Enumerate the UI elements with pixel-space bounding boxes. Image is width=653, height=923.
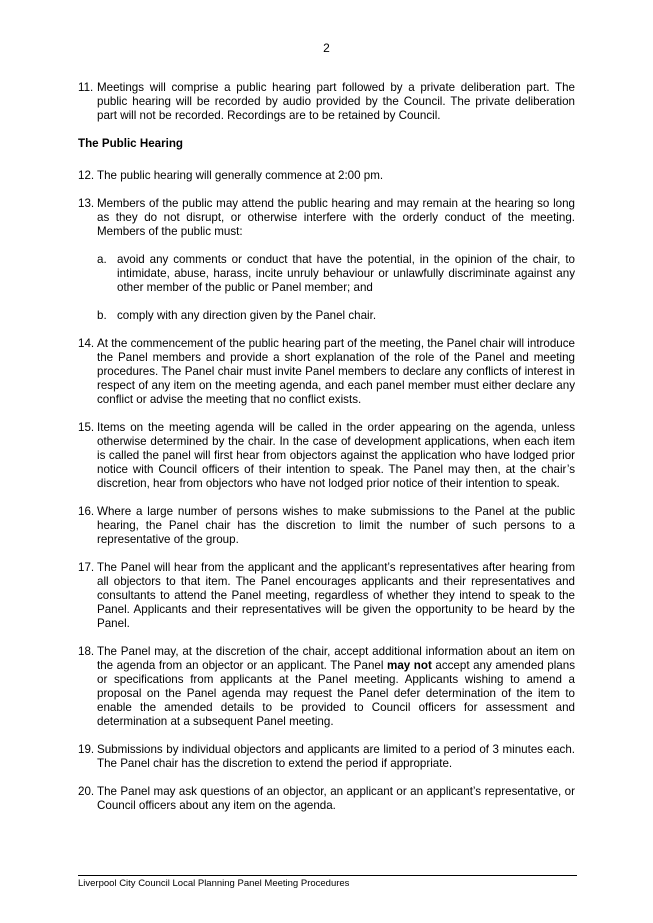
list-item [78,743,575,771]
sub-list-item [97,309,575,323]
item-number: 18. [78,645,95,658]
list-item [78,785,575,813]
item-text: The Panel will hear from the applicant and the applicant’s representatives after hearing from all objectors to that item. The Panel encourages applicants and their representatives and consultants to attend the Panel meeting, regardless of whether they intend to speak to the Panel. Applicants and their representatives will be given the opportunity to be heard by the Panel. [97,561,575,630]
item-text [97,645,575,729]
list-item [78,169,575,183]
item-number: 16. [78,505,95,518]
item-text: At the commencement of the public hearing part of the meeting, the Panel chair will introduce the Panel members and provide a short explanation of the role of the Panel and meeting procedures. The Panel chair must invite Panel members to declare any conflicts of interest in respect of any item on the meeting agenda, and each panel member must either declare any conflict or advise the meeting that no conflict exists. [97,337,575,406]
sub-item-letter: a. [97,253,107,266]
item-text: Where a large number of persons wishes to make submissions to the Panel at the public hearing, the Panel chair has the discretion to limit the number of such persons to a representative of the group. [97,505,575,546]
item-text-part: The Panel may, at the discretion of the chair, accept additional information about an item on the agenda from an objector or an applicant. The Panel [97,645,575,672]
sub-list-item [97,253,575,295]
item-text: Submissions by individual objectors and applicants are limited to a period of 3 minutes each. The Panel chair has the discretion to extend the period if appropriate. [97,743,575,770]
item-number: 13. [78,197,95,210]
footer-divider [78,875,577,876]
item-number: 12. [78,169,95,182]
list-item [78,337,575,407]
page-number: 2 [323,41,330,55]
page-content [78,81,575,827]
item-text: Meetings will comprise a public hearing part followed by a private deliberation part. The public hearing will be recorded by audio provided by the Council. The private deliberation part will not be recorded. Recordings are to be retained by Council. [97,81,575,122]
item-number: 20. [78,785,95,798]
list-item [78,561,575,631]
item-text: Items on the meeting agenda will be called in the order appearing on the agenda, unless otherwise determined by the chair. In the case of development applications, when each item is called the panel will first hear from objectors against the application who have lodged prior notice with Council officers of their intention to speak. The Panel may then, at the chair’s discretion, hear from objectors who have not lodged prior notice of their intention to speak. [97,421,575,490]
sub-item-text: avoid any comments or conduct that have the potential, in the opinion of the chair, to intimidate, abuse, harass, incite unruly behaviour or unlawfully discriminate against any other member of the public or Panel member; and [117,253,575,294]
item-text: The public hearing will generally commence at 2:00 pm. [97,169,384,182]
emphasis-text: may not [387,659,432,672]
item-text-part: accept any amended plans or specifications from applicants at the Panel meeting. Applicants wishing to amend a proposal on the Panel agenda may request the Panel defer determination of the item to enable the amended details to be provided to Council officers for assessment and determination at a subsequent Panel meeting. [97,659,575,728]
sub-item-text: comply with any direction given by the Panel chair. [117,309,377,322]
list-item [78,421,575,491]
item-number: 17. [78,561,95,574]
item-number: 11. [78,81,94,94]
item-text: The Panel may ask questions of an objector, an applicant or an applicant’s representative, or Council officers about any item on the agenda. [97,785,575,812]
item-number: 19. [78,743,95,756]
section-heading: The Public Hearing [78,137,184,150]
item-number: 14. [78,337,95,350]
list-item [78,81,575,123]
item-text: Members of the public may attend the public hearing and may remain at the hearing so long as they do not disrupt, or otherwise interfere with the orderly conduct of the meeting. Members of the public must: [97,197,575,238]
list-item [78,505,575,547]
list-item [78,197,575,239]
list-item [78,645,575,729]
sub-item-letter: b. [97,309,107,322]
item-number: 15. [78,421,95,434]
footer-text: Liverpool City Council Local Planning Panel Meeting Procedures [78,878,350,889]
